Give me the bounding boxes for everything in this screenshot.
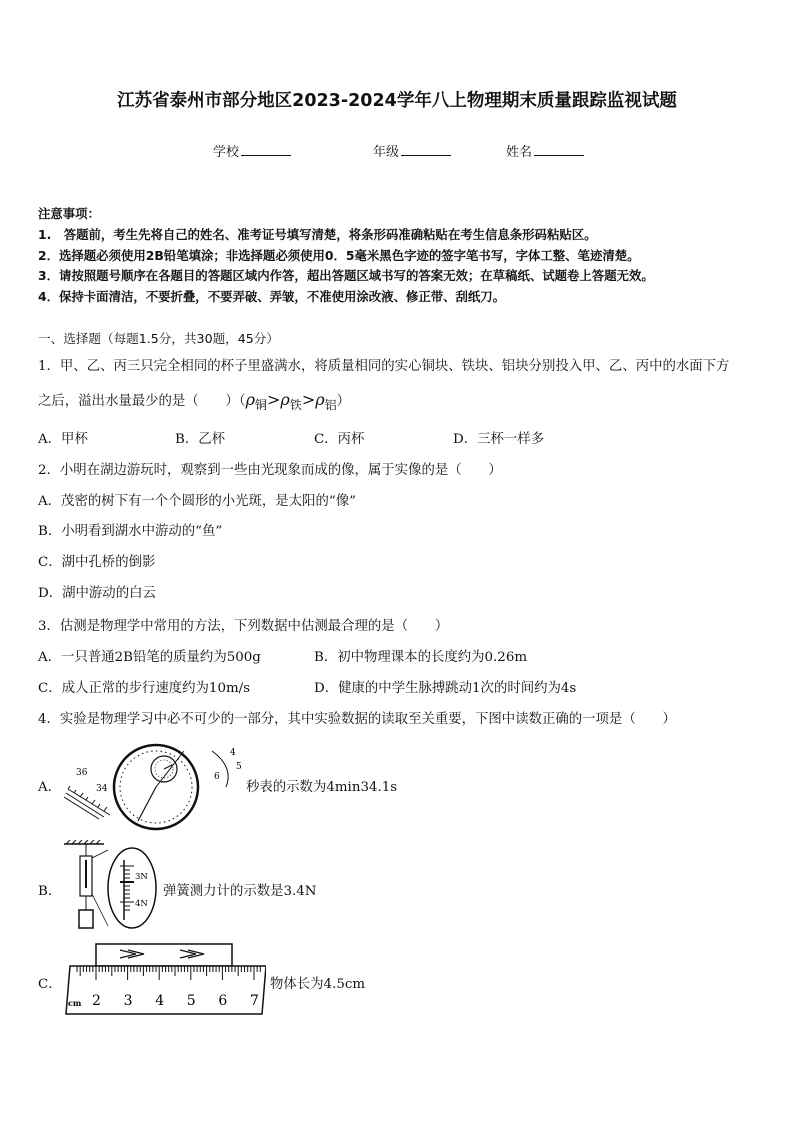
notice-item-1: 1. 答题前，考生先将自己的姓名、准考证号填写清楚，将条形码准确粘贴在考生信息条形码粘贴区。 — [38, 227, 597, 242]
spring-scale-figure — [62, 840, 162, 936]
q3-option-a[interactable]: A．一只普通2B铅笔的质量约为500g — [38, 650, 261, 665]
q3-option-c[interactable]: C．成人正常的步行速度约为10m/s — [38, 681, 251, 696]
q1-stem-line1: 1．甲、乙、丙三只完全相同的杯子里盛满水，将质量相同的实心铜块、铁块、铝块分别投入甲、乙、丙中的水面下方 — [38, 359, 730, 374]
hanging-weight — [79, 910, 93, 928]
scale-mark-36: 36 — [76, 768, 88, 778]
q4-option-b-letter[interactable]: B． — [38, 884, 62, 899]
q3-option-b[interactable]: B．初中物理课本的长度约为0.26m — [314, 650, 528, 665]
notice-item-4: 4．保持卡面清洁，不要折叠，不要弄破、弄皱，不准使用涂改液、修正带、刮纸刀。 — [38, 289, 506, 304]
notice-item-3: 3．请按照题号顺序在各题目的答题区域内作答，超出答题区域书写的答案无效；在草稿纸、试题卷上答题无效。 — [38, 268, 654, 283]
q2-option-b[interactable]: B．小明看到湖水中游动的“鱼” — [38, 524, 223, 539]
q4-option-b-caption: 弹簧测力计的示数是3.4N — [163, 884, 317, 899]
ceiling-hatch — [64, 840, 104, 844]
rho-symbol: ρ — [315, 390, 325, 409]
spring-mark-3n: 3N — [135, 872, 148, 882]
ruler-number: 4 — [155, 993, 165, 1009]
gt-sign: > — [301, 390, 316, 409]
name-field[interactable] — [506, 141, 584, 160]
school-blank[interactable] — [241, 143, 291, 156]
rho-copper — [245, 390, 267, 412]
rho-sub-copper: 铜 — [254, 398, 267, 412]
notice-item-2: 2．选择题必须使用2B铅笔填涂；非选择题必须使用0．5毫米黑色字迹的签字笔书写，字体工整、笔迹清楚。 — [38, 248, 640, 263]
page-title: 江苏省泰州市部分地区2023-2024学年八上物理期末质量跟踪监视试题 — [117, 91, 677, 111]
rho-symbol: ρ — [280, 390, 290, 409]
q1-option-c[interactable]: C．丙杯 — [314, 432, 365, 447]
stopwatch-figure — [64, 743, 244, 835]
q1-density-paren: （ — [238, 394, 246, 409]
q4-option-c-letter[interactable]: C． — [38, 977, 62, 992]
rho-sub-aluminum: 铝 — [324, 398, 337, 412]
dial-mark-4: 4 — [230, 748, 236, 758]
ruler-number: 5 — [186, 993, 196, 1009]
scale-mark-34: 34 — [96, 784, 108, 794]
q2-option-d[interactable]: D．湖中游动的白云 — [38, 586, 156, 601]
q4-stem: 4．实验是物理学习中必不可少的一部分，其中实验数据的读取至关重要，下图中读数正确的一项是（ ） — [38, 712, 676, 727]
q1-option-a[interactable]: A．甲杯 — [38, 432, 88, 447]
school-label: 学校 — [213, 145, 240, 160]
q2-option-c[interactable]: C．湖中孔桥的倒影 — [38, 555, 156, 570]
ruler-number: 2 — [92, 993, 101, 1009]
grade-label: 年级 — [373, 145, 400, 160]
zoom-line — [92, 894, 108, 926]
rho-iron — [280, 390, 302, 412]
rho-symbol: ρ — [245, 390, 255, 409]
ruler-number: 7 — [250, 993, 259, 1009]
school-field[interactable] — [213, 141, 291, 160]
q4-option-a-caption: 秒表的示数为4min34.1s — [246, 780, 398, 795]
dial-mark-5: 5 — [236, 762, 242, 772]
notice-heading: 注意事项： — [38, 206, 100, 221]
q1-density-paren-close: ） — [336, 394, 351, 409]
spring-mark-4n: 4N — [135, 899, 148, 909]
zoom-line — [92, 850, 108, 858]
measured-block — [96, 944, 232, 966]
q1-option-b[interactable]: B．乙杯 — [175, 432, 226, 447]
dial-mark-6: 6 — [214, 772, 220, 782]
scale-ticks — [120, 860, 134, 920]
q3-option-d[interactable]: D．健康的中学生脉搏跳动1次的时间约为4s — [314, 681, 577, 696]
section-heading: 一、选择题（每题1.5分，共30题，45分） — [38, 331, 279, 346]
zoom-ellipse — [108, 848, 156, 928]
q2-stem: 2．小明在湖边游玩时，观察到一些由光现象而成的像，属于实像的是（ ） — [38, 463, 502, 478]
ruler-figure — [62, 942, 266, 1016]
name-label: 姓名 — [506, 145, 533, 160]
grade-field[interactable] — [373, 141, 451, 160]
q1-option-d[interactable]: D．三杯一样多 — [453, 432, 545, 447]
q1-stem-text: 之后，溢出水量最少的是（ ） — [38, 394, 239, 409]
q4-option-a-letter[interactable]: A． — [38, 780, 62, 795]
grade-blank[interactable] — [401, 143, 451, 156]
gt-sign: > — [266, 390, 281, 409]
rho-sub-iron: 铁 — [289, 398, 302, 412]
q4-option-c-caption: 物体长为4.5cm — [270, 977, 366, 992]
ruler-number: 6 — [218, 993, 228, 1009]
q2-option-a[interactable]: A．茂密的树下有一个个圆形的小光斑，是太阳的“像” — [38, 494, 356, 509]
name-blank[interactable] — [534, 143, 584, 156]
q3-stem: 3．估测是物理学中常用的方法，下列数据中估测最合理的是（ ） — [38, 619, 449, 634]
ruler-number: 3 — [123, 993, 133, 1009]
ruler-unit: cm — [68, 998, 82, 1008]
q1-stem-line2 — [38, 390, 350, 413]
stopwatch-second-hand — [138, 787, 156, 821]
rho-aluminum — [315, 390, 337, 412]
